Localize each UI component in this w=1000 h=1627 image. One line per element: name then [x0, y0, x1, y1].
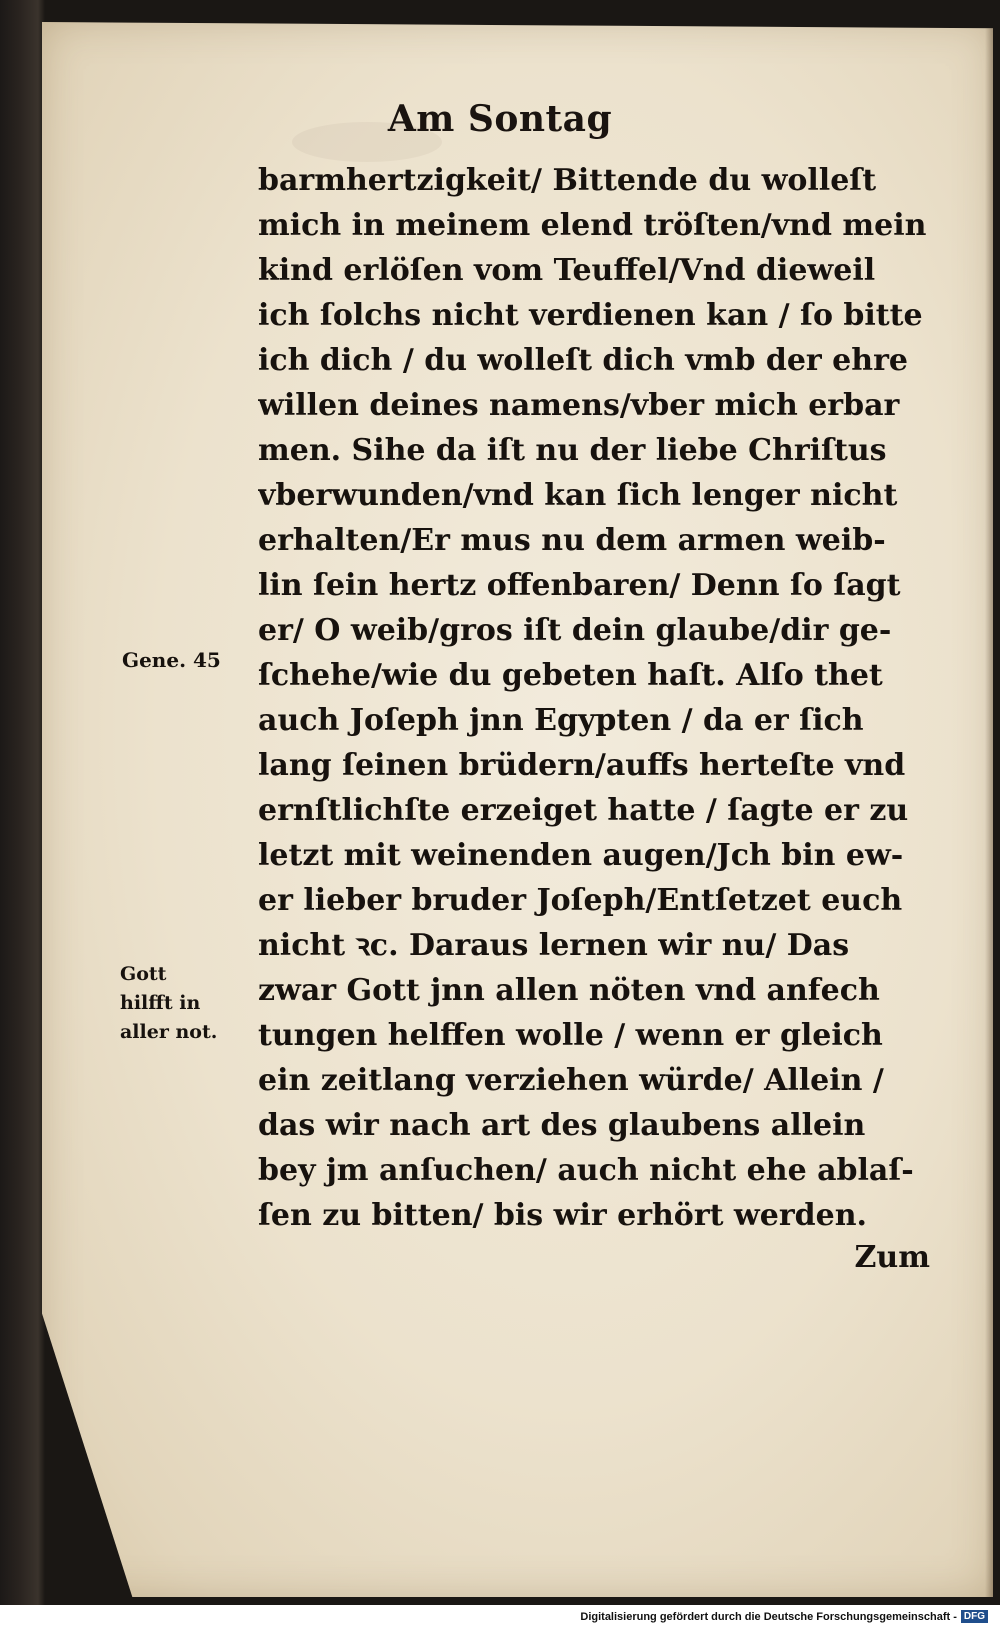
footer-text: Digitalisierung gefördert durch die Deutsche Forschungsgemeinschaft - [580, 1610, 957, 1623]
text-line: auch Joſeph jnn Egypten / da er ſich [258, 703, 864, 738]
text-line: lin ſein hertz offenbaren/ Denn ſo ſagt [258, 568, 901, 603]
text-line: ich dich / du wolleſt dich vmb der ehre [258, 343, 908, 378]
body-text [258, 158, 938, 1238]
text-line: nicht ꝛc. Daraus lernen wir nu/ Das [258, 928, 850, 963]
text-line: mich in meinem elend tröſten/vnd mein [258, 208, 927, 243]
text-line: tungen helffen wolle / wenn er gleich [258, 1018, 883, 1053]
margin-note-gott [120, 960, 217, 1047]
text-line: barmhertzigkeit/ Bittende du wolleſt [258, 163, 877, 198]
text-line: er/ O weib/gros iſt dein glaube/dir ge- [258, 613, 892, 648]
text-line: erhalten/Er mus nu dem armen weib- [258, 523, 886, 558]
running-header: Am Sontag [387, 98, 613, 140]
text-line: ſen zu bitten/ bis wir erhört werden. [258, 1198, 867, 1233]
catchword: Zum [854, 1240, 930, 1275]
text-line: zwar Gott jnn allen nöten vnd anfech [258, 973, 880, 1008]
funding-footer [580, 1610, 988, 1623]
text-line: ich ſolchs nicht verdienen kan / ſo bitte [258, 298, 923, 333]
text-line: ein zeitlang verziehen würde/ Allein / [258, 1063, 884, 1098]
margin-note-gene: Gene. 45 [122, 648, 221, 672]
text-line: letzt mit weinenden augen/Jch bin ew- [258, 838, 904, 873]
text-line: ſchehe/wie du gebeten haſt. Alſo thet [258, 658, 883, 693]
page-edge-shadow [985, 22, 993, 1597]
text-line: ernſtlichſte erzeiget hatte / ſagte er zu [258, 793, 909, 828]
text-line: vberwunden/vnd kan ſich lenger nicht [258, 478, 898, 513]
text-line: das wir nach art des glaubens allein [258, 1108, 866, 1143]
text-line: bey jm anſuchen/ auch nicht ehe ablaſ- [258, 1153, 914, 1188]
margin-note-line: hilfft in [120, 992, 201, 1014]
text-line: men. Sihe da iſt nu der liebe Chriſtus [258, 433, 887, 468]
margin-note-line: aller not. [120, 1021, 218, 1043]
text-line: kind erlöſen vom Teuffel/Vnd dieweil [258, 253, 876, 288]
text-line: er lieber bruder Joſeph/Entſetzet euch [258, 883, 903, 918]
dfg-logo: DFG [961, 1610, 988, 1623]
margin-note-line: Gott [120, 963, 167, 985]
text-line: willen deines namens/vber mich erbar [258, 388, 900, 423]
text-line: lang ſeinen brüdern/auffs herteſte vnd [258, 748, 906, 783]
